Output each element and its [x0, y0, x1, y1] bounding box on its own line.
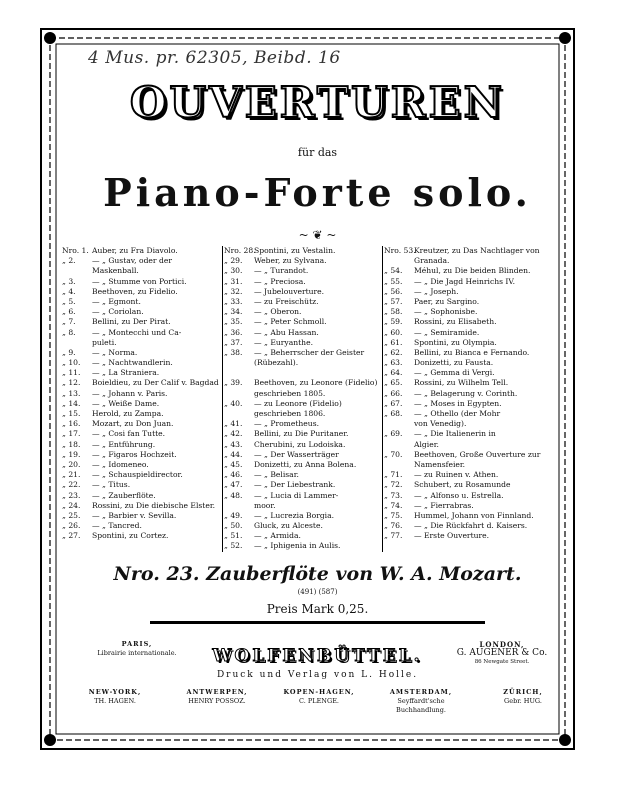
overture-list [62, 246, 574, 552]
list-item-number: „ 6. [62, 307, 76, 317]
list-item [62, 409, 222, 419]
list-item-text: — „ Moses in Egypten. [414, 398, 502, 408]
agents-row [70, 688, 570, 728]
list-item-text: — Erste Ouverture. [414, 531, 490, 541]
list-item-number: Nro. 53. [384, 246, 416, 255]
list-item-text: Cherubini, zu Lodoiska. [254, 439, 346, 449]
list-item-text: — „ Norma. [92, 347, 138, 357]
featured-edition: Nro. 23. Zauberflöte von W. A. Mozart. [113, 563, 522, 585]
list-item [224, 246, 382, 256]
list-item-number: „ 41. [224, 419, 243, 429]
list-item-text: — „ Barbier v. Sevilla. [92, 510, 177, 520]
list-item [62, 460, 222, 470]
list-item-number: „ 20. [62, 459, 81, 469]
list-item [224, 440, 382, 450]
agent-amsterdam [376, 688, 466, 715]
list-item [224, 328, 382, 338]
list-item [62, 338, 222, 348]
list-item [384, 409, 574, 419]
list-item [384, 470, 574, 480]
list-item-text: — „ Prometheus. [254, 419, 319, 429]
list-item-number: „ 3. [62, 276, 76, 286]
list-item [62, 470, 222, 480]
list-item-text: — „ Alfonso u. Estrella. [414, 490, 504, 500]
list-item-number: „ 68. [384, 409, 403, 418]
list-item [62, 450, 222, 460]
list-item [384, 317, 574, 327]
list-item-number: „ 55. [384, 276, 403, 286]
handwritten-shelfmark: 4 Mus. pr. 62305, Beibd. 16 [88, 48, 341, 68]
list-item [62, 378, 222, 388]
list-item-text: — „ Die Jagd Heinrichs IV. [414, 276, 516, 286]
list-item-number: „ 12. [62, 378, 81, 388]
list-item-text: — „ Othello (der Mohr [414, 409, 501, 418]
list-item-number: „ 65. [384, 378, 403, 388]
list-item-number: „ 27. [62, 531, 81, 541]
list-item-text: — „ La Straniera. [92, 368, 160, 378]
list-item-number: „ 33. [224, 296, 243, 306]
list-item [224, 256, 382, 266]
list-item-text: — „ Coriolan. [92, 307, 144, 317]
list-item-text: Herold, zu Zampa. [92, 409, 164, 418]
list-item-number: „ 25. [62, 510, 81, 520]
list-item [224, 429, 382, 439]
list-item-text: Donizetti, zu Fausta. [414, 358, 494, 368]
list-item-text: von Venedig). [414, 419, 467, 429]
list-item [224, 389, 382, 399]
list-item-number: „ 17. [62, 429, 81, 439]
list-item-number: „ 13. [62, 388, 81, 398]
list-item-number: „ 58. [384, 307, 403, 317]
plate-number: (491) (587) [297, 588, 338, 596]
list-item [62, 266, 222, 276]
list-item-text: Auber, zu Fra Diavolo. [92, 246, 178, 255]
list-item-text: — „ Der Wasserträger [254, 449, 339, 459]
list-item-text: Paer, zu Sargino. [414, 296, 480, 306]
list-item [384, 460, 574, 470]
list-item [384, 277, 574, 287]
list-item-text: — „ Gustav, oder der [92, 256, 172, 266]
list-item-number: „ 70. [384, 449, 403, 459]
list-item [62, 480, 222, 490]
list-item [384, 328, 574, 338]
list-item [224, 409, 382, 419]
list-item-number: „ 49. [224, 510, 243, 520]
list-item-text: Rossini, zu Elisabeth. [414, 317, 497, 327]
list-item [384, 368, 574, 378]
list-item-number: „ 62. [384, 347, 403, 357]
list-item-number: „ 15. [62, 409, 81, 418]
list-item [62, 328, 222, 338]
list-item-text: — „ Schauspieldirector. [92, 470, 183, 480]
list-item-text: — „ Cosi fan Tutte. [92, 429, 166, 439]
list-item [224, 491, 382, 501]
list-item-text: Schubert, zu Rosamunde [414, 480, 511, 490]
paris-name: Librairie internationale. [97, 649, 177, 657]
list-item-text: geschrieben 1805. [254, 388, 326, 398]
list-item [384, 297, 574, 307]
list-item-number: „ 52. [224, 541, 243, 551]
agent-city: ANTWERPEN, [186, 688, 248, 696]
list-item [62, 277, 222, 287]
list-item-number: Nro. 1. [62, 246, 89, 255]
list-item [224, 368, 382, 378]
list-item-text: Mozart, zu Don Juan. [92, 419, 174, 429]
list-item [224, 266, 382, 276]
list-item-text: — „ Figaros Hochzeit. [92, 449, 177, 459]
list-item-text: Rossini, zu Die diebische Elster. [92, 500, 216, 510]
list-item-number: „ 29. [224, 256, 243, 266]
list-item [224, 419, 382, 429]
list-item-text: — „ Titus. [92, 480, 131, 490]
list-item-text: — „ Weiße Dame. [92, 398, 160, 408]
list-item-number: „ 44. [224, 449, 243, 459]
list-item [384, 287, 574, 297]
list-column-2 [224, 246, 382, 552]
agent-kopenhagen [274, 688, 364, 706]
list-item-text: — „ Joseph. [414, 286, 459, 296]
list-item [384, 521, 574, 531]
list-item [384, 501, 574, 511]
page-title: OUVERTUREN [129, 78, 506, 127]
list-item-text: Gluck, zu Alceste. [254, 521, 323, 531]
list-item-text: — „ Oberon. [254, 307, 302, 317]
list-item-text: Bellini, zu Die Puritaner. [254, 429, 349, 439]
list-item-number: „ 24. [62, 500, 81, 510]
paris-city: PARIS, [121, 640, 153, 648]
list-item-text: puleti. [92, 337, 117, 347]
list-item [62, 511, 222, 521]
list-item [224, 511, 382, 521]
agent-name: HENRY POSSOZ. [188, 697, 246, 705]
list-item-text: — „ Turandot. [254, 266, 309, 276]
list-item-text: Spontini, zu Vestalin. [254, 246, 336, 255]
list-item [62, 419, 222, 429]
agent-name: TH. HAGEN. [94, 697, 136, 705]
list-item [62, 307, 222, 317]
list-item [62, 521, 222, 531]
list-item [62, 440, 222, 450]
list-item-text: — „ Zauberflöte. [92, 490, 156, 500]
list-item [384, 389, 574, 399]
list-item-text: — „ Entführung. [92, 439, 156, 449]
list-item-text: — zu Freischütz. [254, 296, 319, 306]
list-item-number: „ 34. [224, 307, 243, 317]
list-item-number: „ 76. [384, 521, 403, 531]
list-item [62, 368, 222, 378]
list-item-number: „ 61. [384, 337, 403, 347]
list-item [224, 501, 382, 511]
instrument-heading: Piano-Forte solo. [103, 170, 532, 215]
list-item [384, 480, 574, 490]
list-item-text: — „ Tancred. [92, 521, 142, 531]
list-item-number: „ 50. [224, 521, 243, 531]
list-item-number: „ 72. [384, 480, 403, 490]
list-item-text: Bellini, zu Der Pirat. [92, 317, 171, 327]
list-item-text: — „ Sophonisbe. [414, 307, 478, 317]
list-item-number: „ 56. [384, 286, 403, 296]
agent-name: C. PLENGE. [299, 697, 339, 705]
list-item [224, 338, 382, 348]
list-item-number: „ 66. [384, 388, 403, 398]
list-item [384, 511, 574, 521]
list-item-text: Beethoven, zu Fidelio. [92, 286, 178, 296]
list-item-text: Spontini, zu Cortez. [92, 531, 169, 541]
list-item [224, 287, 382, 297]
london-agent [442, 640, 562, 667]
list-item [224, 378, 382, 388]
list-item [384, 348, 574, 358]
list-item [224, 450, 382, 460]
list-item-text: — „ Armida. [254, 531, 301, 541]
list-item-number: „ 43. [224, 439, 243, 449]
list-item [384, 358, 574, 368]
list-item-number: „ 18. [62, 439, 81, 449]
list-item [62, 501, 222, 511]
list-item-text: — „ Montecchi und Ca- [92, 327, 182, 337]
agent-zurich [478, 688, 568, 706]
list-item-text: — „ Peter Schmoll. [254, 317, 327, 327]
list-item [224, 521, 382, 531]
list-item-text: — „ Idomeneo. [92, 459, 149, 469]
agent-city: KOPEN-HAGEN, [283, 688, 355, 696]
publisher-city: WOLFENBÜTTEL. [212, 646, 423, 666]
list-item-text: — „ Die Italienerin in [414, 429, 496, 439]
list-item [62, 491, 222, 501]
list-item-text: — „ Belisar. [254, 470, 299, 480]
list-item-number: „ 10. [62, 358, 81, 368]
list-item-text: (Rübezahl). [254, 358, 299, 368]
list-item-text: Spontini, zu Olympia. [414, 337, 497, 347]
list-item-number: „ 45. [224, 459, 243, 469]
ornament-divider: ~ ❦ ~ [298, 228, 337, 242]
list-item-text: — „ Gemma di Vergi. [414, 368, 495, 378]
list-item-text: Donizetti, zu Anna Bolena. [254, 459, 357, 469]
list-item [384, 450, 574, 460]
list-item-text: — „ Egmont. [92, 296, 141, 306]
list-item [224, 541, 382, 551]
list-item [224, 470, 382, 480]
list-item-number: „ 14. [62, 398, 81, 408]
list-item-number: „ 60. [384, 327, 403, 337]
list-item [384, 491, 574, 501]
list-item-text: — „ Beherrscher der Geister [254, 347, 365, 357]
list-item-text: — „ Semiramide. [414, 327, 480, 337]
list-item-number: „ 59. [384, 317, 403, 327]
list-item-text: — zu Leonore (Fidelio) [254, 398, 342, 408]
list-item [62, 287, 222, 297]
list-item-number: „ 48. [224, 490, 243, 500]
list-item-text: — „ Lucrezia Borgia. [254, 510, 335, 520]
list-item [384, 399, 574, 409]
list-item-number: Nro. 28. [224, 246, 256, 255]
list-item-text: Algier. [414, 439, 439, 449]
list-item-text: moor. [254, 500, 276, 510]
list-item-text: — „ Lucia di Lammer- [254, 490, 339, 500]
list-item-number: „ 51. [224, 531, 243, 541]
list-item [62, 389, 222, 399]
list-item-number: „ 38. [224, 347, 243, 357]
list-item-number: „ 11. [62, 368, 81, 378]
list-item [224, 317, 382, 327]
list-item-number: „ 30. [224, 266, 243, 276]
list-item-number: „ 2. [62, 256, 76, 266]
list-item [62, 317, 222, 327]
list-item-number: „ 4. [62, 286, 76, 296]
list-item-text: — „ Preciosa. [254, 276, 306, 286]
list-item-number: „ 77. [384, 531, 403, 541]
list-item-number: „ 16. [62, 419, 81, 429]
list-item-text: Rossini, zu Wilhelm Tell. [414, 378, 509, 388]
list-item-text: Beethoven, Große Ouverture zur [414, 449, 541, 459]
list-item-number: „ 40. [224, 398, 243, 408]
list-item [384, 531, 574, 541]
list-item-number: „ 63. [384, 358, 403, 368]
list-item-text: Boieldieu, zu Der Calif v. Bagdad [92, 378, 219, 388]
list-item-text: Namensfeier. [414, 459, 466, 469]
list-item-text: Maskenball. [92, 266, 139, 276]
list-column-1 [62, 246, 222, 552]
list-item-text: — Jubelouverture. [254, 286, 325, 296]
agent-city: AMSTERDAM, [389, 688, 453, 696]
list-item [384, 266, 574, 276]
list-item-number: „ 74. [384, 500, 403, 510]
list-item-text: — „ Nachtwandlerin. [92, 358, 173, 368]
list-item [224, 277, 382, 287]
list-item [384, 419, 574, 429]
list-item [384, 246, 574, 256]
list-item-text: geschrieben 1806. [254, 409, 326, 418]
list-item [62, 531, 222, 541]
list-item-number: „ 9. [62, 347, 76, 357]
list-item-text: Méhul, zu Die beiden Blinden. [414, 266, 531, 276]
list-item-number: „ 37. [224, 337, 243, 347]
list-column-3 [384, 246, 574, 552]
list-item-number: „ 75. [384, 510, 403, 520]
publisher-line: Druck und Verlag von L. Holle. [216, 670, 419, 680]
list-item [224, 399, 382, 409]
list-item-number: „ 19. [62, 449, 81, 459]
list-item [224, 348, 382, 358]
list-item-text: — „ Belagerung v. Corinth. [414, 388, 518, 398]
list-item-text: Beethoven, zu Leonore (Fidelio) [254, 378, 378, 388]
list-item [62, 358, 222, 368]
list-item-number: „ 8. [62, 327, 76, 337]
london-name: G. AUGENER & Co. [456, 648, 548, 658]
list-item [384, 307, 574, 317]
list-item-number: „ 7. [62, 317, 76, 327]
list-item-text: Bellini, zu Bianca e Fernando. [414, 347, 530, 357]
list-item-number: „ 22. [62, 480, 81, 490]
list-item-number: „ 57. [384, 296, 403, 306]
list-item [224, 297, 382, 307]
list-item-number: „ 67. [384, 398, 403, 408]
list-item [62, 399, 222, 409]
list-item [62, 256, 222, 266]
list-item [384, 440, 574, 450]
list-item [384, 338, 574, 348]
agent-city: ZÜRICH, [503, 688, 543, 696]
list-item-number: „ 42. [224, 429, 243, 439]
subtitle: für das [297, 146, 338, 159]
list-item-number: „ 36. [224, 327, 243, 337]
agent-name: Seyffardt'sche Buchhandlung. [396, 697, 446, 714]
list-item-number: „ 5. [62, 296, 76, 306]
price: Preis Mark 0,25. [266, 602, 369, 616]
list-item [62, 297, 222, 307]
list-item-text: Hummel, Johann von Finnland. [414, 510, 534, 520]
agent-antwerpen [172, 688, 262, 706]
list-item [62, 246, 222, 256]
list-item [224, 531, 382, 541]
list-item [384, 429, 574, 439]
list-item-number: „ 71. [384, 470, 403, 480]
list-item-text: — „ Euryanthe. [254, 337, 313, 347]
london-city: LONDON, [479, 640, 525, 649]
list-item-text: Weber, zu Sylvana. [254, 256, 327, 266]
list-item [62, 348, 222, 358]
list-item-number: „ 39. [224, 378, 243, 388]
list-item-text: Granada. [414, 256, 450, 266]
list-item-text: — „ Iphigenia in Aulis. [254, 541, 341, 551]
list-item-number: „ 64. [384, 368, 403, 378]
list-item-number: „ 32. [224, 286, 243, 296]
agent-newyork [70, 688, 160, 706]
list-item-number: „ 35. [224, 317, 243, 327]
list-item [384, 378, 574, 388]
list-item-text: — „ Stumme von Portici. [92, 276, 187, 286]
agent-name: Gebr. HUG. [504, 697, 542, 705]
list-item [224, 460, 382, 470]
list-item-number: „ 46. [224, 470, 243, 480]
list-item [384, 256, 574, 266]
list-item-text: Kreutzer, zu Das Nachtlager von [414, 246, 540, 255]
list-item-text: — „ Johann v. Paris. [92, 388, 168, 398]
list-item-number: „ 69. [384, 429, 403, 439]
list-item-text: — „ Fierrabras. [414, 500, 474, 510]
list-item-text: — „ Der Liebestrank. [254, 480, 336, 490]
list-item [62, 429, 222, 439]
list-item-text: — „ Abu Hassan. [254, 327, 319, 337]
list-item-text: — „ Die Rückfahrt d. Kaisers. [414, 521, 528, 531]
list-item-number: „ 23. [62, 490, 81, 500]
list-item [224, 480, 382, 490]
london-address: 86 Newgate Street. [474, 659, 530, 665]
list-item-number: „ 21. [62, 470, 81, 480]
list-item-number: „ 73. [384, 490, 403, 500]
list-item-number: „ 47. [224, 480, 243, 490]
list-item [224, 358, 382, 368]
list-item-number: „ 26. [62, 521, 81, 531]
agent-city: NEW-YORK, [88, 688, 142, 696]
divider-rule [150, 621, 485, 624]
list-item [224, 307, 382, 317]
list-item-text: — zu Ruinen v. Athen. [414, 470, 499, 480]
list-item-number: „ 31. [224, 276, 243, 286]
list-item-number: „ 54. [384, 266, 403, 276]
